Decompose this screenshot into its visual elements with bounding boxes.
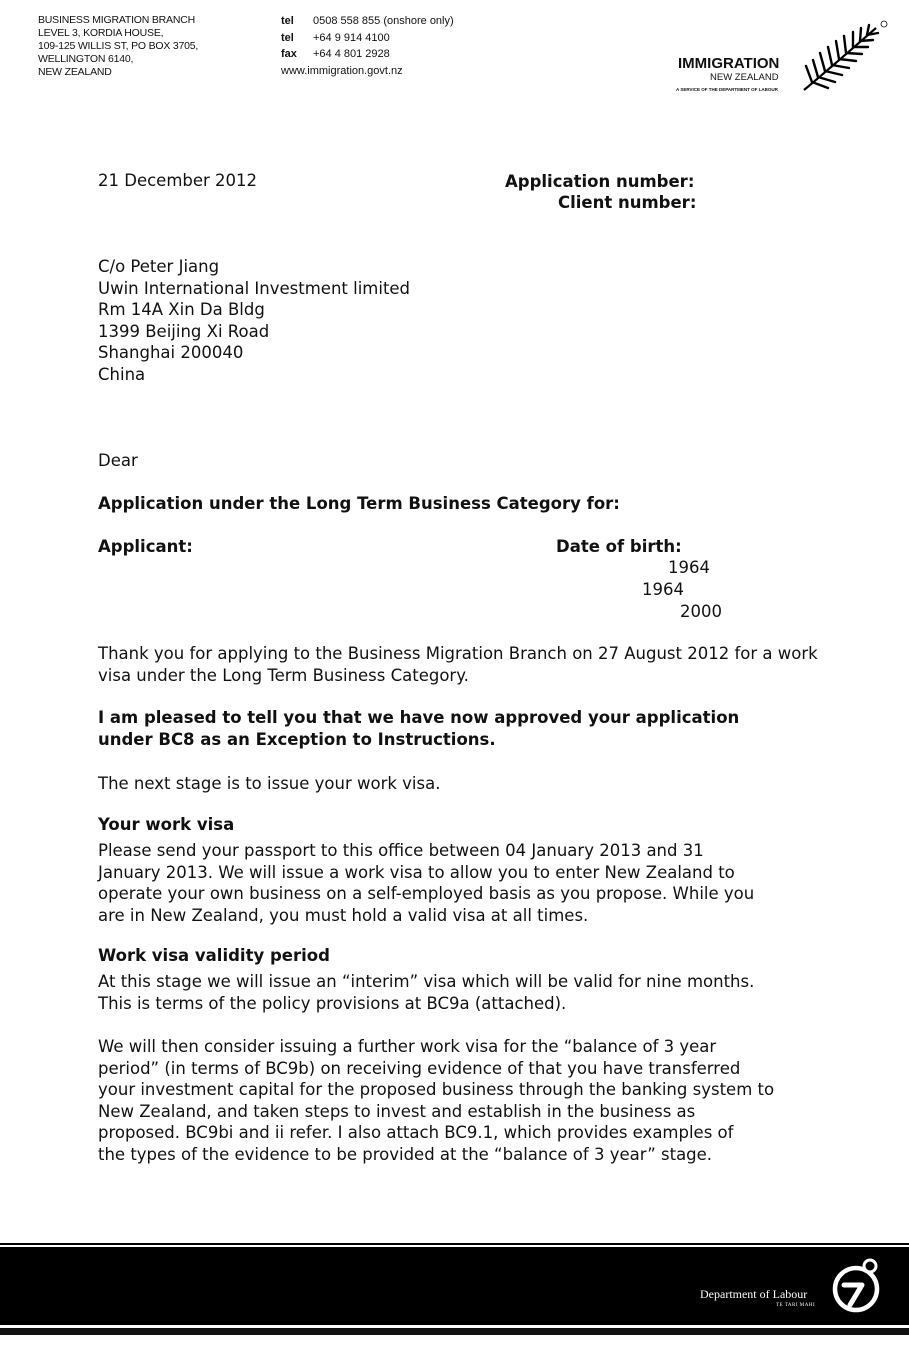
address-line: NEW ZEALAND [38, 66, 112, 78]
approval-statement [98, 707, 739, 750]
approval-line: I am pleased to tell you that we have now approved your application [98, 708, 740, 727]
paragraph-line: We will then consider issuing a further work visa for the “balance of 3 year [98, 1037, 717, 1056]
thanks-paragraph: Thank you for applying to the Business Migration Branch on 27 August 2012 for a work visa under the Long Term Business Category. [98, 644, 818, 685]
contact-row: tel +64 9 914 4100 [281, 31, 390, 44]
contact-row: fax +64 4 801 2928 [281, 48, 390, 60]
recipient-line: C/o Peter Jiang [98, 257, 220, 276]
work-visa-paragraph [98, 840, 754, 926]
recipient-line: 1399 Beijing Xi Road [98, 321, 270, 341]
paragraph-line: New Zealand, and taken steps to invest and establish in the business as [98, 1101, 696, 1121]
logo-tagline: A SERVICE OF THE DEPARTMENT OF LABOUR [676, 87, 778, 92]
contact-row: tel 0508 558 855 (onshore only) [281, 15, 454, 27]
immigration-nz-logo [670, 20, 900, 100]
further-visa-paragraph [98, 1036, 774, 1165]
paragraph-line: operate your own business on a self-employed basis as you propose. While you [98, 884, 755, 903]
paragraph-line: period” (in terms of BC9b) on receiving evidence of that you have transferred [98, 1058, 741, 1078]
next-stage: The next stage is to issue your work visa. [98, 774, 441, 793]
salutation: Dear [98, 451, 138, 470]
contact-block [281, 13, 454, 79]
section-heading-work-visa: Your work visa [98, 815, 235, 834]
footer-rule [0, 1243, 909, 1245]
approval-line: under BC8 as an Exception to Instructions. [98, 729, 496, 749]
client-number-label: Client number: [558, 193, 697, 212]
logo-subtitle: NEW ZEALAND [710, 72, 779, 83]
footer-bottom-rule [0, 1328, 909, 1335]
dob-label: Date of birth: [556, 537, 682, 556]
address-line: LEVEL 3, KORDIA HOUSE, [38, 27, 164, 39]
recipient-line: China [98, 364, 146, 384]
application-number-label: Application number: [505, 172, 695, 191]
validity-paragraph [98, 971, 754, 1014]
paragraph-line: the types of the evidence to be provided at the “balance of 3 year” stage. [98, 1144, 713, 1164]
paragraph-line: At this stage we will issue an “interim” visa which will be valid for nine months. [98, 972, 755, 991]
recipient-line: Rm 14A Xin Da Bldg [98, 300, 265, 319]
dob-value: 2000 [680, 602, 722, 621]
department-name: Department of Labour [700, 1287, 808, 1301]
section-heading-validity: Work visa validity period [98, 946, 330, 965]
paragraph-line: your investment capital for the proposed business through the banking system to [98, 1080, 775, 1099]
recipient-line: Uwin International Investment limited [98, 278, 411, 298]
silver-fern-icon [798, 20, 890, 92]
department-of-labour-logo-icon [832, 1257, 884, 1315]
recipient-line: Shanghai 200040 [98, 343, 244, 362]
paragraph-line: Please send your passport to this office between 04 January 2013 and 31 [98, 841, 704, 860]
applicant-label: Applicant: [98, 537, 193, 556]
dob-value: 1964 [668, 558, 710, 577]
address-line: 109-125 WILLIS ST, PO BOX 3705, [38, 40, 199, 52]
paragraph-line: are in New Zealand, you must hold a valid visa at all times. [98, 905, 589, 925]
subject-line: Application under the Long Term Business Category for: [98, 494, 620, 513]
logo-title: IMMIGRATION [678, 55, 780, 72]
paragraph-line: proposed. BC9bi and ii refer. I also attach BC9.1, which provides examples of [98, 1123, 734, 1142]
paragraph-line: This is terms of the policy provisions at BC9a (attached). [98, 993, 567, 1013]
footer-band [0, 1247, 909, 1325]
address-line: WELLINGTON 6140, [38, 53, 134, 65]
department-maori-name: TE TARI MAHI [776, 1303, 816, 1308]
paragraph-line: January 2013. We will issue a work visa to allow you to enter New Zealand to [98, 862, 735, 882]
dob-value: 1964 [642, 580, 684, 599]
contact-row: www.immigration.govt.nz [281, 64, 403, 77]
address-line: BUSINESS MIGRATION BRANCH [38, 14, 195, 26]
letter-date: 21 December 2012 [98, 171, 258, 190]
sender-address [38, 14, 198, 79]
recipient-address [98, 256, 410, 385]
